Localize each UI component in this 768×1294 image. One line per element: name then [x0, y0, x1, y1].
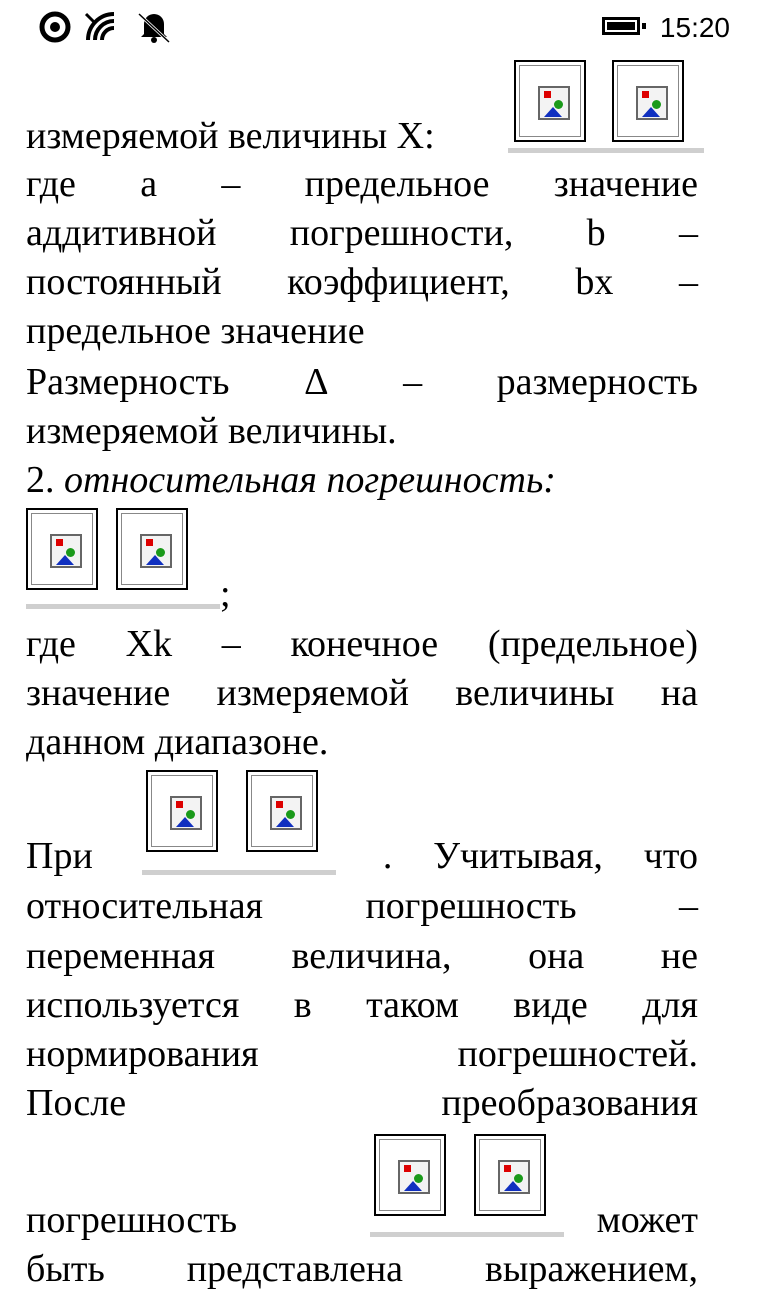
bell-icon — [136, 10, 172, 44]
sync-icon — [38, 10, 72, 44]
text-line: где Xk – конечное (предельное) — [26, 623, 698, 665]
formula-image-placeholder[interactable] — [514, 60, 586, 142]
broken-image-icon — [636, 86, 668, 120]
formula-image-placeholder[interactable] — [246, 770, 318, 852]
image-underline — [142, 870, 336, 875]
image-underline — [508, 148, 704, 153]
text-line: используется в таком виде для — [26, 984, 698, 1026]
text-line: значение измеряемой величины на — [26, 672, 698, 714]
formula-image-placeholder[interactable] — [146, 770, 218, 852]
image-underline — [370, 1232, 564, 1237]
text-line: переменная величина, она не — [26, 935, 698, 977]
text-line: погрешность — [26, 1199, 238, 1241]
formula-image-placeholder[interactable] — [474, 1134, 546, 1216]
text-line: После преобразования — [26, 1082, 698, 1124]
broken-image-icon — [50, 534, 82, 568]
formula-image-placeholder[interactable] — [26, 508, 98, 590]
broken-image-icon — [170, 796, 202, 830]
image-underline — [26, 604, 220, 609]
text-line: Размерность Δ – размерность — [26, 361, 698, 403]
clock: 15:20 — [659, 12, 730, 43]
text-line: относительная погрешность – — [26, 885, 698, 927]
text-line: может — [596, 1199, 698, 1241]
battery-icon — [602, 17, 640, 35]
text-line: . Учитывая, что — [382, 835, 698, 877]
text-line: 2. относительная погрешность: — [26, 459, 556, 501]
text-line: быть представлена выражением, — [26, 1248, 698, 1290]
text-line: аддитивной погрешности, b – — [26, 212, 698, 254]
formula-image-placeholder[interactable] — [116, 508, 188, 590]
formula-image-placeholder[interactable] — [612, 60, 684, 142]
broken-image-icon — [140, 534, 172, 568]
text-line: постоянный коэффициент, bx – — [26, 261, 698, 303]
wifi-icon — [84, 10, 122, 44]
text-line: предельное значение — [26, 310, 365, 352]
text-line: данном диапазоне. — [26, 721, 329, 763]
broken-image-icon — [498, 1160, 530, 1194]
text-line: нормирования погрешностей. — [26, 1033, 698, 1075]
formula-image-placeholder[interactable] — [374, 1134, 446, 1216]
text-line: измеряемой величины. — [26, 410, 397, 452]
text-line: где а – предельное значение — [26, 163, 698, 205]
broken-image-icon — [398, 1160, 430, 1194]
text-line: При — [26, 835, 93, 877]
status-bar — [0, 0, 768, 56]
text-line: измеряемой величины X: — [26, 115, 435, 157]
broken-image-icon — [538, 86, 570, 120]
text-line: ; — [220, 573, 231, 615]
broken-image-icon — [270, 796, 302, 830]
